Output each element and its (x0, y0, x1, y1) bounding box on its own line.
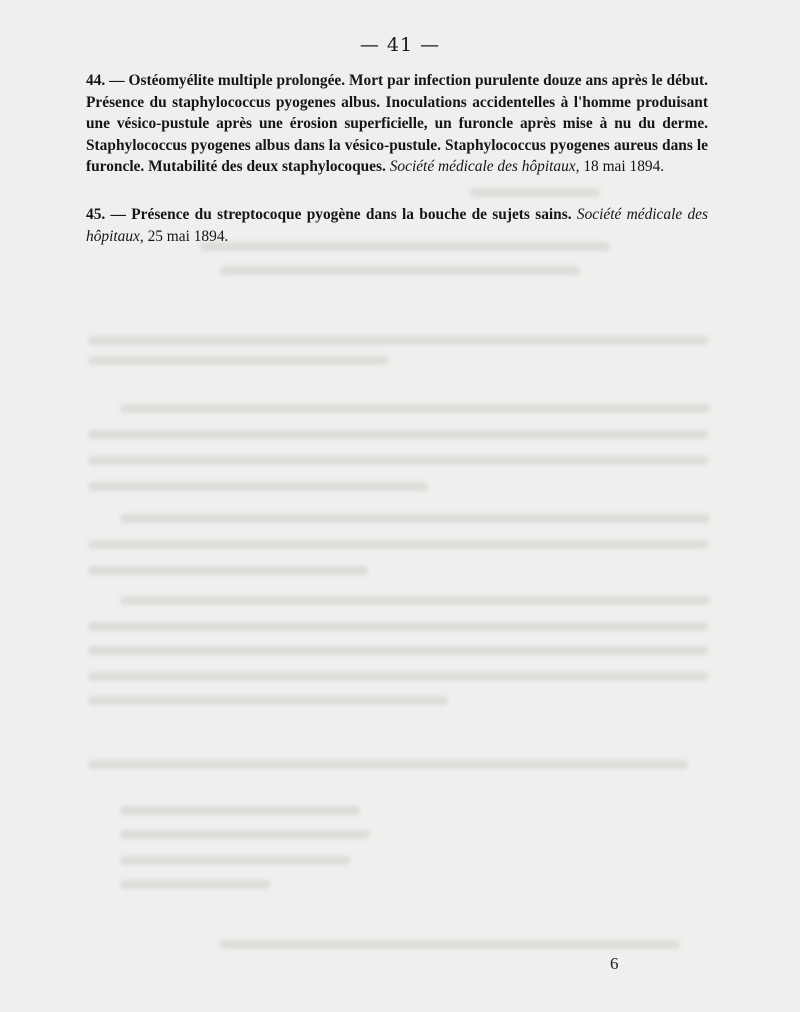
entry-number: 44. (86, 72, 106, 89)
bibliography-entry-44 (86, 70, 708, 178)
entry-date: 18 mai 1894. (579, 158, 665, 175)
page-number: — 41 — (359, 34, 441, 56)
entry-title: Ostéomyélite multiple prolongée. Mort par infection purulente douze ans après le début. Présence du staphylococcus pyogenes albus. Inoculations accidentelles à l'homme produisant une vésico-pustule après une érosion superficielle, un furoncle après mise à nu du derme. Staphylococcus pyogenes albus dans la vésico-pustule. Staphylococcus pyogenes aureus dans le furoncle. Mutabilité des deux staphylocoques. (86, 72, 708, 175)
entry-dash: — (105, 206, 132, 223)
entry-dash: — (105, 72, 129, 89)
entry-number: 45. (86, 206, 106, 223)
entry-journal: Société médicale des hôpitaux, (389, 158, 580, 175)
entry-date: 25 mai 1894. (143, 227, 229, 245)
entry-journal: Société médicale des hôpitaux, (86, 206, 708, 245)
entry-title: Présence du streptocoque pyogène dans la bouche de sujets sains. (131, 206, 572, 223)
bibliography-entry-45 (86, 204, 708, 247)
signature-mark: 6 (610, 954, 619, 973)
